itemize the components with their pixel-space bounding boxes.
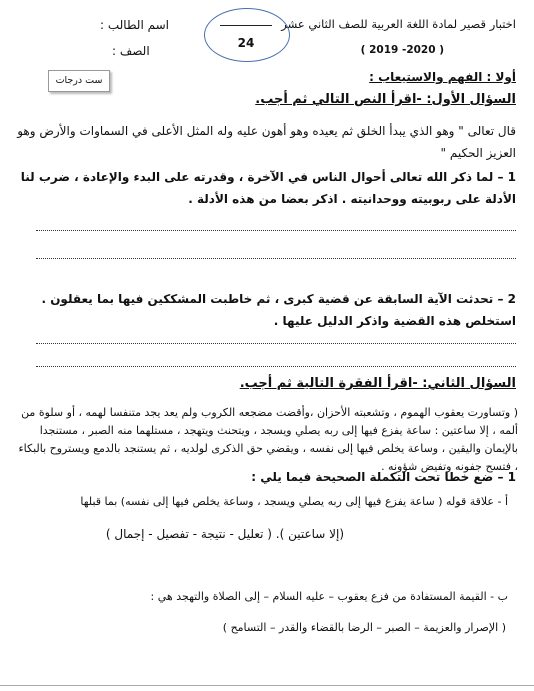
answer-line[interactable]: [36, 366, 516, 367]
question-2a-options[interactable]: (إلا ساعتين ). ( تعليل - نتيجة - تفصيل - إجمال ): [105, 527, 344, 541]
question-2b-options[interactable]: ( الإصرار والعزيمة – الصبر – الرضا بالقضاء والقدر – التسامح ): [222, 621, 506, 634]
academic-year: ( 2019 -2020 ): [360, 44, 444, 56]
question-1a: 1 – لما ذكر الله تعالى أحوال الناس في الآخرة ، وقدرته على البدء والإعادة ، ضرب لنا الأدلة على ربوبيته ووحدانيته . اذكر بعضا من هذه الأدلة .: [20, 170, 516, 206]
class-label: الصف :: [112, 44, 150, 58]
quran-passage: قال تعالى " وهو الذي يبدأ الخلق ثم يعيده وهو أهون عليه وله المثل الأعلى في السماوات والأرض وهو العزيز الحكيم ": [17, 124, 516, 160]
answer-line[interactable]: [36, 230, 516, 231]
exam-title: اختبار قصير لمادة اللغة العربية للصف الثاني عشر: [281, 17, 516, 31]
section-title: أولا : الفهم والاستيعاب :: [369, 70, 516, 84]
question-2b-item: ب - القيمة المستفادة من فزع يعقوب – عليه السلام – إلى الصلاة والتهجد هي :: [150, 590, 508, 603]
question-1-title: السؤال الأول: -اقرأ النص التالي ثم أجب.: [255, 92, 516, 107]
page-bottom-rule: [0, 685, 534, 686]
question-1b: 2 – تحدثت الآية السابقة عن قضية كبرى ، ثم خاطبت المشككين فيها بما يعقلون . استخلص هذه القضية واذكر الدليل عليها .: [41, 292, 516, 328]
score-ellipse: [204, 8, 290, 62]
score-value: 24: [237, 36, 255, 50]
student-name-label: اسم الطالب :: [100, 18, 169, 32]
score-line: [220, 25, 272, 26]
answer-line[interactable]: [36, 343, 516, 344]
question-2-title: السؤال الثاني: -اقرأ الفقرة التالية ثم أجب.: [239, 376, 516, 391]
marks-box: ست درجات: [48, 70, 110, 92]
yaqub-passage: ( وتساورت يعقوب الهموم ، وتشعبته الأحزان ،وأقضت مضجعه الكروب ولم يعد يجد متنفسا لهمه ، أو سلوة من ألمه ، إلا ساعتين : ساعة يفزع فيها إلى ربه يصلي ويسجد ، ويتحنث ويتهجد ، مستلهما منه الصبر ، مستنجدا بالإيمان واليقين ، وساعة يخلص فيها إلى نفسه ، ويقضي حق الذكرى لولديه ، ثم يستنجد بالدمع ويستروح بالبكاء ، فتسح جفونه وتفيض شؤونه .: [18, 406, 518, 473]
question-2a-item: أ - علاقة قوله ( ساعة يفزع فيها إلى ربه يصلي ويسجد ، وساعة يخلص فيها إلى نفسه) بما قبلها: [80, 495, 508, 508]
answer-line[interactable]: [36, 258, 516, 259]
question-2a: 1 – ضع خطا تحت التكملة الصحيحة فيما يلي :: [251, 470, 516, 484]
